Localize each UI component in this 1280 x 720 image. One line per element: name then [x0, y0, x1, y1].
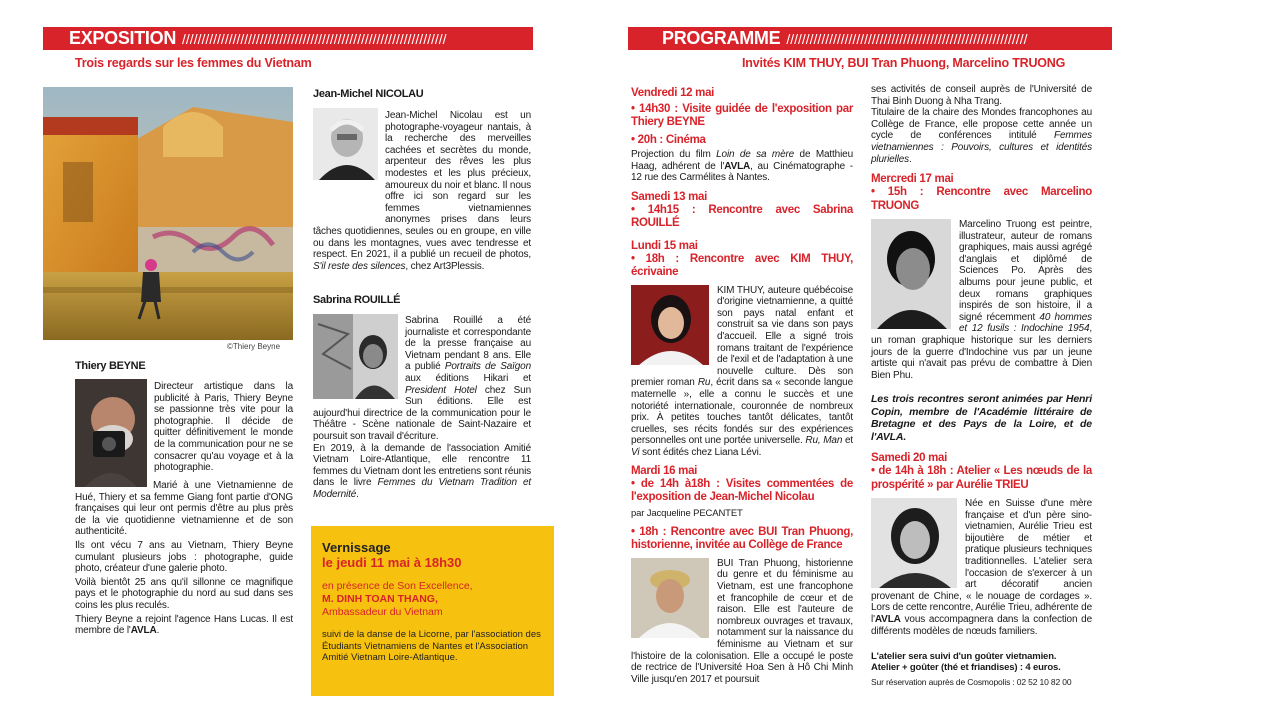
bui-tran-phuong-portrait — [631, 558, 709, 638]
exposition-banner — [43, 27, 533, 50]
tue16-guide: par Jacqueline PECANTET — [631, 508, 743, 520]
kim-thuy-bio: KIM THUY, auteure québécoise d'origine vietnamienne, a quitté son pays natal enfant et construit sa vie dans son pays d'accueil. Elle a signé trois romans traitant de l'expérience de l'exil et de l'adaptation à une nouvelle culture. Dès son premier roman Ru, écrit dans sa « seconde langue maternelle », elle a connu le succès et une notoriété internationale, couronnée de nombreux prix. À petites touches tantôt délicates, tantôt cruelles, ses récits fondés sur des expériences personnelles ont une portée universelle. Ru, Man et Vi sont édités chez Liana Lévi. — [631, 284, 854, 458]
thiery-bio-p3: Ils ont vécu 7 ans au Vietnam, Thiery Beyne cumulant plusieurs jobs : photographe, guide photo, créateur d'une galerie photo. — [75, 539, 293, 575]
event-tue16-visits: • de 14h à18h : Visites commentées de l'exposition de Jean-Michel Nicolau — [631, 477, 853, 503]
moderator-note: Les trois recontres seront animées par Henri Copin, membre de l'Académie littéraire de Bretagne et des Pays de la Loire, et de l'AVLA. — [871, 393, 1092, 443]
rouille-book2: President Hotel — [405, 384, 477, 396]
rouille-heading: Sabrina ROUILLÉ — [313, 294, 401, 306]
exposition-main-photo — [43, 87, 293, 340]
bui-chaire-text: Titulaire de la chaire des Mondes francophones au Collège de France, elle propose cette année un cycle de conférences intitulé Femmes vietnamiennes : Pouvoirs, cultures et identités plurielles. — [871, 107, 1092, 165]
day-monday-15: Lundi 15 mai — [631, 239, 698, 252]
rouille-book1: Portraits de Saïgon — [444, 361, 531, 373]
kim-thuy-portrait — [631, 285, 709, 365]
marcelino-bio: Marcelino Truong est peintre, illustrateur, auteur de romans graphiques, mais aussi agrégé d'anglais et diplômé de Sciences Po. Après des albums pour jeune public, et deux romans graphiques inspirés de son histoire, il a signé récemment 40 hommes et 12 fusils : Indochine 1954, un roman graphique historique sur les derniers jours de la guerre d'Indochine vus par un jeune artiste qui n'avait pas prévu de combattre à Dien Bien Phu. — [871, 218, 1092, 381]
vernissage-box — [311, 526, 554, 696]
exposition-banner-label: EXPOSITION — [69, 28, 177, 48]
atelier-footer-3: Sur réservation auprès de Cosmopolis : 02 52 10 82 00 — [871, 677, 1072, 688]
atelier-footer-1: L'atelier sera suivi d'un goûter vietnamien. — [871, 651, 1057, 663]
vernissage-date: le jeudi 11 mai à 18h30 — [322, 555, 462, 570]
event-wed17-1500: • 15h : Rencontre avec Marcelino TRUONG — [871, 186, 1092, 212]
marcelino-truong-portrait — [871, 219, 951, 329]
event-tue16-1800: • 18h : Rencontre avec BUI Tran Phuong, historienne, invitée au Collège de France — [631, 525, 853, 552]
day-saturday-13: Samedi 13 mai — [631, 191, 708, 203]
day-saturday-20: Samedi 20 mai — [871, 452, 948, 465]
vernissage-ambassador-role: Ambassadeur du Vietnam — [322, 606, 443, 618]
thiery-beyne-portrait — [75, 379, 147, 487]
nicolau-bio: Jean-Michel Nicolau est un photographe-voyageur nantais, à la recherche des merveilles cachées et secrètes du monde, arpenteur des rêves les plus modestes et les plus précieux, amoureux du noir et blanc. Il nous offre ici son regard sur les femmes vietnamiennes anonymes prises dans leurs tâches quotidiennes, seules ou en groupe, en ville ou dans les montagnes, vues avec tendresse et respect. En 2021, il a publié un recueil de photos, S'il reste des silences, chez Art3Plessis. — [313, 110, 531, 272]
thiery-beyne-heading: Thiery BEYNE — [75, 360, 146, 372]
thiery-bio-p2: Marié à une Vietnamienne de Hué, Thiery et sa femme Giang font partie d'ONG françaises qui leur ont permis d'être au plus près de la vie quotidienne vietnamienne et de son authenticité. — [75, 480, 293, 538]
nicolau-heading: Jean-Michel NICOLAU — [313, 88, 424, 100]
bui-tran-phuong-bio: BUI Tran Phuong, historienne du genre et du féminisme au Vietnam, est une francophone et francophile de cœur et de raison. Elle est l'auteure de nombreux ouvrages et travaux, notamment sur la naissance du féminisme au Vietnam et sur l'histoire de la colonisation. Elle a occupé le poste de rectrice de l'Université Hoa Sen à Hô Chi Minh Ville jusqu'en 2017 et poursuit — [631, 557, 853, 685]
event-sat20-atelier: • de 14h à 18h : Atelier « Les nœuds de la prospérité » par Aurélie TRIEU — [871, 465, 1092, 491]
thiery-bio-p4: Voilà bientôt 25 ans qu'il sillonne ce magnifique pays et le photographie du nord au sud dans ses coins les plus reculés. — [75, 576, 293, 611]
banner-slashes: //////////////////////////////////////////////////////////////////// — [182, 31, 447, 47]
programme-subtitle: Invités KIM THUY, BUI Tran Phuong, Marcelino TRUONG — [742, 56, 1066, 70]
programme-banner — [628, 27, 1112, 50]
programme-col1 — [631, 87, 853, 685]
rouille-book3: Femmes du Vietnam Tradition et Modernité — [313, 477, 531, 500]
event-sat13-1415: • 14h15 : Rencontre avec Sabrina ROUILLÉ — [631, 204, 853, 230]
aurelie-bio: Née en Suisse d'une mère française et d'un père sino-vietnamien, Aurélie Trieu est bijoutière de métier et pratique plusieurs techniques traditionnelles. L'atelier sera l'occasion de s'exercer à un art décoratif ancien provenant de Chine, « le nouage de cordages ». Lors de cette rencontre, Aurélie Trieu, adhérente de l'AVLA vous accompagnera dans la confection de différents modèles de nœuds familiers. — [871, 498, 1092, 637]
day-tuesday-16: Mardi 16 mai — [631, 464, 698, 477]
vernissage-presence: en présence de Son Excellence, — [322, 580, 473, 592]
vernissage-ambassador-name: M. DINH TOAN THANG, — [322, 593, 438, 605]
event-fri-cinema: • 20h : Cinéma — [631, 133, 706, 146]
programme-col2 — [871, 84, 1092, 689]
exposition-subtitle: Trois regards sur les femmes du Vietnam — [75, 56, 312, 70]
day-wednesday-17: Mercredi 17 mai — [871, 173, 954, 186]
vernissage-title: Vernissage — [322, 540, 391, 555]
bui-bio-continued: ses activités de conseil auprès de l'Université de Thai Binh Duong à Nha Trang. — [871, 84, 1092, 107]
fri-cinema-text: Projection du film Loin de sa mère de Matthieu Haag, adhérent de l'AVLA, au Cinématographe - 12 rue des Carmélites à Nantes. — [631, 149, 853, 184]
rouille-bio-p2: En 2019, à la demande de l'association Amitié Vietnam Loire-Atlantique, elle rencontre 11 femmes du Vietnam dont les entretiens sont réunis dans le livre Femmes du Vietnam Tradition et Modernité. — [313, 442, 531, 500]
thiery-bio-p5: Thiery Beyne a rejoint l'agence Hans Lucas. Il est membre de l'AVLA. — [75, 613, 293, 637]
event-mon15-1800: • 18h : Rencontre avec KIM THUY, écrivaine — [631, 252, 853, 279]
thiery-bio-p1: Directeur artistique dans la publicité à Paris, Thiery Beyne se passionne très vite pour la photographie. Il décide de quitter définitivement le monde de la communication pour ne se consacrer qu'au voyage et à la photographie. — [154, 381, 293, 474]
thiery-bio-text — [75, 480, 293, 637]
event-fri-1430: • 14h30 : Visite guidée de l'exposition par Thiery BEYNE — [631, 103, 853, 129]
rouille-bio: Sabrina Rouillé a été journaliste et correspondante de la presse française au Vietnam pendant 8 ans. Elle a publié Portraits de Saïgon aux éditions Hikari et President Hotel chez Sun Sun éditions. Elle est aujourd'hui directrice de la communication pour le Théâtre - Scène nationale de Saint-Nazaire et poursuit son travail d'écriture. En 2019, à la demande de l'association Amitié Vietnam Loire-Atlantique, elle rencontre 11 femmes du Vietnam dont les entretiens sont réunis dans le livre Femmes du Vietnam Tradition et Modernité. — [313, 315, 531, 500]
atelier-footer-2: Atelier + goûter (thé et friandises) : 4 euros. — [871, 662, 1061, 674]
photo-credit: ©Thiery Beyne — [227, 342, 281, 351]
day-friday-12: Vendredi 12 mai — [631, 87, 715, 99]
nicolau-book: S'il reste des silences — [313, 260, 406, 272]
vernissage-followup: suivi de la danse de la Licorne, par l'association des Étudiants Vietnamiens de Nantes et l'Association Amitié Vietnam Loire-Atlantique. — [322, 629, 541, 664]
nicolau-bio-p1: Jean-Michel Nicolau est un photographe-voyageur nantais, à la recherche des merveilles cachées et secrètes du monde, arpenteur des rêves les plus modestes et les plus précieux, amoureux du noir et blanc. Il nous offre ici son regard sur les femmes vietnamiennes anonymes prises dans leurs tâches quotidiennes, seules ou en groupe, en ville ou dans les montagnes, vues avec tendresse et respect. En 2021, il a publié un recueil de photos, — [313, 110, 531, 261]
programme-banner-label: PROGRAMME — [662, 28, 781, 48]
aurelie-trieu-portrait — [871, 498, 957, 588]
banner-slashes: ////////////////////////////////////////////////////////////// — [786, 31, 1028, 47]
